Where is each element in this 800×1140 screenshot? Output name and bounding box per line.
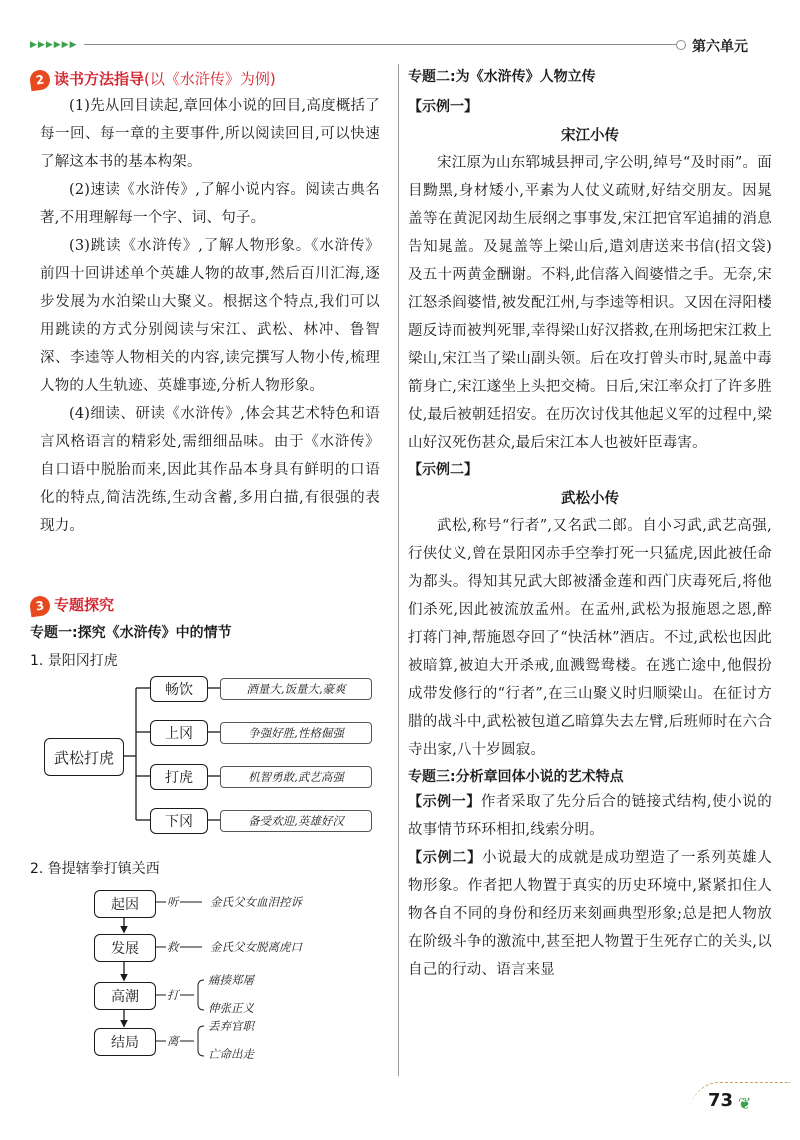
diagram-lu-tixia — [30, 886, 390, 1062]
method-paragraph-3: (3)跳读《水浒传》,了解人物形象。《水浒传》前四十回讲述单个英雄人物的故事,然后百川汇海,逐步发展为水泊梁山大聚义。根据这个特点,我们可以用跳读的方式分别阅读与宋江、武松、林冲、鲁智深、李逵等人物相关的内容,读完撰写人物小传,梳理人物的人生轨迹、英雄事迹,分析人物形象。 — [40, 237, 380, 394]
right-column — [408, 66, 772, 984]
item-heading: 2. 鲁提辖拳打镇关西 — [30, 861, 160, 877]
section-title: 读书方法指导 — [54, 70, 145, 88]
example-text: 作者采取了先分后合的链接式结构,使小说的故事情节环环相扣,线索分明。 — [408, 794, 773, 838]
example-label: 【示例二】 — [408, 850, 482, 866]
section-reading-methods — [30, 68, 380, 540]
section-number-badge: 3 — [29, 594, 52, 617]
example-label: 【示例一】 — [408, 99, 478, 115]
branch-note: 机智勇敢,武艺高强 — [220, 766, 372, 788]
section-heading — [30, 594, 380, 616]
branch-note: 争强好胜,性格倔强 — [220, 722, 372, 744]
art-example-1 — [408, 788, 772, 844]
column-divider — [398, 64, 399, 1076]
art-example-2 — [408, 844, 772, 984]
branch-note: 备受欢迎,英雄好汉 — [220, 810, 372, 832]
example-label: 【示例二】 — [408, 462, 478, 478]
biography-title: 宋江小传 — [561, 128, 619, 144]
item-heading: 1. 景阳冈打虎 — [30, 652, 118, 669]
stage-note: 金氏父女血泪控诉 — [210, 895, 302, 909]
method-paragraph-4: (4)细读、研读《水浒传》,体会其艺术特色和语言风格语言的精彩处,需细细品味。由于《水浒传》自口语中脱胎而来,因此其作品本身具有鲜明的口语化的特点,简洁洗练,生动含蓄,多用白描,有很强的表现力。 — [40, 405, 380, 534]
stage-verb: 救 — [167, 940, 179, 954]
page-number: 73 — [708, 1090, 734, 1111]
stage-note: 伸张正义 — [208, 1001, 254, 1015]
section-number-badge: 2 — [29, 68, 52, 91]
section-title: 专题探究 — [54, 596, 115, 614]
diagram-wusong-tiger — [30, 670, 390, 840]
example-text: 小说最大的成就是成功塑造了一系列英雄人物形象。作者把人物置于真实的历史环境中,紧紧扣住人物各自不同的身份和经历来刻画典型形象;总是把人物放在阶级斗争的激流中,甚至把人物置于生死存亡的关头,以自己的行动、语言来显 — [408, 850, 772, 978]
section-heading — [30, 68, 380, 90]
stage-note: 金氏父女脱离虎口 — [210, 940, 302, 954]
leaf-icon: ❦ — [738, 1094, 752, 1113]
stage-box: 高潮 — [94, 982, 156, 1010]
header-dot — [676, 40, 686, 50]
branch-box: 畅饮 — [150, 676, 208, 702]
biography-title: 武松小传 — [561, 491, 619, 507]
stage-box: 结局 — [94, 1028, 156, 1056]
stage-note: 痛揍郑屠 — [208, 973, 254, 987]
stage-verb: 打 — [167, 988, 179, 1002]
stage-note: 丢弃官职 — [208, 1019, 254, 1033]
header-arrows: ▶▶▶▶▶▶ — [30, 40, 78, 50]
biography-text: 武松,称号“行者”,又名武二郎。自小习武,武艺高强,行侠仗义,曾在景阳冈赤手空拳打死一只猛虎,因此被任命为都头。得知其兄武大郎被潘金莲和西门庆毒死后,将他们杀死,因此被流放孟州。在孟州,武松为报施恩之恩,醉打蒋门神,帮施恩夺回了“快活林”酒店。不过,武松也因此被暗算,被迫大开杀戒,血溅鸳鸯楼。在逃亡途中,他假扮成带发修行的“行者”,在三山聚义时归顺梁山。在征讨方腊的战斗中,武松被包道乙暗算失去左臂,后班师时在六合寺出家,八十岁圆寂。 — [408, 518, 772, 758]
branch-box: 打虎 — [150, 764, 208, 790]
stage-verb: 听 — [167, 895, 179, 909]
method-paragraph-2: (2)速读《水浒传》,了解小说内容。阅读古典名著,不用理解每一个字、词、句子。 — [40, 181, 380, 226]
branch-box: 下冈 — [150, 808, 208, 834]
section-topic-study — [30, 594, 380, 670]
biography-text: 宋江原为山东郓城县押司,字公明,绰号“及时雨”。面目黝黑,身材矮小,平素为人仗义疏财,好结交朋友。因晁盖等在黄泥冈劫生辰纲之事事发,宋江把官军追捕的消息告知晁盖。及晁盖等上梁山后,遣刘唐送来书信(招文袋)及五十两黄金酬谢。不料,此信落入阎婆惜之手。无奈,宋江怒杀阎婆惜,被发配江州,与李逵等相识。又因在浔阳楼题反诗而被判死罪,幸得梁山好汉搭救,在刑场把宋江救上梁山,宋江当了梁山副头领。后在攻打曾头市时,晁盖中毒箭身亡,宋江遂坐上头把交椅。日后,宋江率众打了许多胜仗,最后被朝廷招安。在历次讨伐其他起义军的过程中,梁山好汉死伤甚众,最后宋江本人也被奸臣毒害。 — [408, 155, 772, 451]
stage-note: 亡命出走 — [208, 1047, 254, 1061]
branch-note: 酒量大,饭量大,豪爽 — [220, 678, 372, 700]
topic-heading: 专题一:探究《水浒传》中的情节 — [30, 624, 232, 641]
unit-title: 第六单元 — [692, 39, 748, 55]
diagram-root-box: 武松打虎 — [44, 738, 124, 776]
section-subtitle: (以《水浒传》为例) — [144, 70, 276, 88]
stage-box: 起因 — [94, 890, 156, 918]
topic-heading: 专题二:为《水浒传》人物立传 — [408, 69, 596, 85]
example-label: 【示例一】 — [408, 794, 481, 810]
branch-box: 上冈 — [150, 720, 208, 746]
stage-box: 发展 — [94, 934, 156, 962]
topic-heading: 专题三:分析章回体小说的艺术特点 — [408, 769, 624, 785]
method-paragraph-1: (1)先从回目读起,章回体小说的回目,高度概括了每一回、每一章的主要事件,所以阅读回目,可以快速了解这本书的基本构架。 — [40, 97, 380, 170]
header-rule — [84, 44, 682, 45]
stage-verb: 离 — [167, 1034, 179, 1048]
